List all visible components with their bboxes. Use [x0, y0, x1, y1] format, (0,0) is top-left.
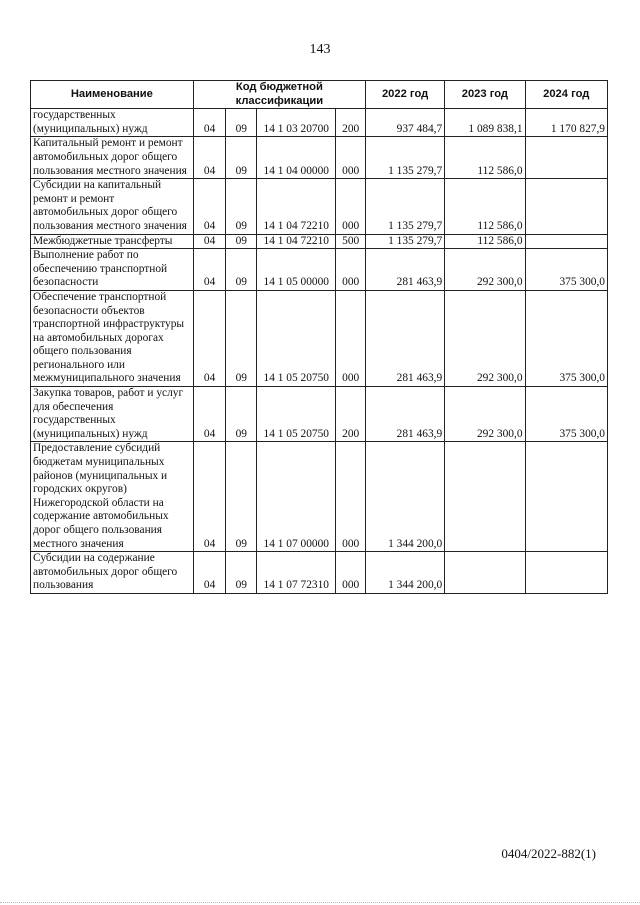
cell-expense-type: 000	[336, 249, 366, 291]
cell-subsection: 09	[226, 249, 257, 291]
cell-2024	[525, 552, 607, 594]
cell-target-code: 14 1 07 00000	[257, 442, 336, 552]
bottom-scan-edge	[0, 899, 640, 903]
cell-expense-type: 000	[336, 552, 366, 594]
cell-section: 04	[193, 137, 226, 179]
header-2022: 2022 год	[365, 81, 444, 109]
cell-target-code: 14 1 07 72310	[257, 552, 336, 594]
cell-target-code: 14 1 04 72210	[257, 179, 336, 234]
cell-section: 04	[193, 290, 226, 386]
cell-2022: 1 135 279,7	[365, 234, 444, 249]
cell-2024: 375 300,0	[525, 290, 607, 386]
table-row	[31, 179, 608, 234]
cell-name: Субсидии на капитальный ремонт и ремонт автомобильных дорог общего пользования местного значения	[31, 179, 194, 234]
cell-2022: 1 344 200,0	[365, 442, 444, 552]
cell-2022: 1 135 279,7	[365, 179, 444, 234]
cell-subsection: 09	[226, 137, 257, 179]
cell-section: 04	[193, 442, 226, 552]
cell-section: 04	[193, 387, 226, 442]
cell-section: 04	[193, 552, 226, 594]
cell-2024: 1 170 827,9	[525, 109, 607, 137]
cell-2024	[525, 137, 607, 179]
cell-subsection: 09	[226, 387, 257, 442]
cell-section: 04	[193, 249, 226, 291]
table-row	[31, 290, 608, 386]
cell-2024	[525, 442, 607, 552]
cell-2024: 375 300,0	[525, 249, 607, 291]
cell-2022: 281 463,9	[365, 249, 444, 291]
cell-2022: 281 463,9	[365, 387, 444, 442]
header-code: Код бюджетной классификации	[193, 81, 365, 109]
cell-2023: 112 586,0	[445, 234, 525, 249]
header-2023: 2023 год	[445, 81, 525, 109]
cell-name: Закупка товаров, работ и услуг для обеспечения государственных (муниципальных) нужд	[31, 387, 194, 442]
cell-expense-type: 000	[336, 442, 366, 552]
cell-section: 04	[193, 234, 226, 249]
table-row	[31, 387, 608, 442]
cell-2023: 112 586,0	[445, 179, 525, 234]
cell-2022: 1 344 200,0	[365, 552, 444, 594]
cell-target-code: 14 1 04 72210	[257, 234, 336, 249]
table-row	[31, 249, 608, 291]
cell-subsection: 09	[226, 442, 257, 552]
cell-2024	[525, 234, 607, 249]
cell-subsection: 09	[226, 552, 257, 594]
cell-2024: 375 300,0	[525, 387, 607, 442]
cell-target-code: 14 1 05 20750	[257, 290, 336, 386]
cell-2023: 1 089 838,1	[445, 109, 525, 137]
page-number: 143	[309, 42, 331, 57]
cell-2023	[445, 442, 525, 552]
cell-2022: 1 135 279,7	[365, 137, 444, 179]
cell-name: государственных (муниципальных) нужд	[31, 109, 194, 137]
cell-section: 04	[193, 109, 226, 137]
cell-2022: 937 484,7	[365, 109, 444, 137]
cell-name: Предоставление субсидий бюджетам муниципальных районов (муниципальных и городских округов) Нижегородской области на содержание автомобильных дорог общего пользования местного значения	[31, 442, 194, 552]
cell-expense-type: 000	[336, 179, 366, 234]
cell-2023: 292 300,0	[445, 249, 525, 291]
table-row	[31, 234, 608, 249]
cell-target-code: 14 1 05 20750	[257, 387, 336, 442]
budget-table	[30, 80, 608, 594]
cell-subsection: 09	[226, 290, 257, 386]
cell-expense-type: 000	[336, 290, 366, 386]
cell-2023	[445, 552, 525, 594]
cell-section: 04	[193, 179, 226, 234]
header-name: Наименование	[31, 81, 194, 109]
cell-name: Обеспечение транспортной безопасности объектов транспортной инфраструктуры на автомобильных дорогах общего пользования регионального или межмуниципального значения	[31, 290, 194, 386]
cell-name: Субсидии на содержание автомобильных дорог общего пользования	[31, 552, 194, 594]
cell-2023: 292 300,0	[445, 387, 525, 442]
cell-subsection: 09	[226, 109, 257, 137]
cell-name: Межбюджетные трансферты	[31, 234, 194, 249]
cell-2022: 281 463,9	[365, 290, 444, 386]
table-row	[31, 109, 608, 137]
cell-expense-type: 200	[336, 387, 366, 442]
table-header-row	[31, 81, 608, 109]
cell-target-code: 14 1 04 00000	[257, 137, 336, 179]
cell-name: Выполнение работ по обеспечению транспортной безопасности	[31, 249, 194, 291]
header-2024: 2024 год	[525, 81, 607, 109]
cell-2023: 112 586,0	[445, 137, 525, 179]
table-row	[31, 137, 608, 179]
document-number: 0404/2022-882(1)	[501, 846, 596, 861]
cell-target-code: 14 1 03 20700	[257, 109, 336, 137]
cell-target-code: 14 1 05 00000	[257, 249, 336, 291]
cell-expense-type: 500	[336, 234, 366, 249]
cell-2023: 292 300,0	[445, 290, 525, 386]
table-row	[31, 552, 608, 594]
cell-name: Капитальный ремонт и ремонт автомобильных дорог общего пользования местного значения	[31, 137, 194, 179]
cell-subsection: 09	[226, 179, 257, 234]
cell-2024	[525, 179, 607, 234]
cell-expense-type: 000	[336, 137, 366, 179]
table-row	[31, 442, 608, 552]
cell-expense-type: 200	[336, 109, 366, 137]
cell-subsection: 09	[226, 234, 257, 249]
